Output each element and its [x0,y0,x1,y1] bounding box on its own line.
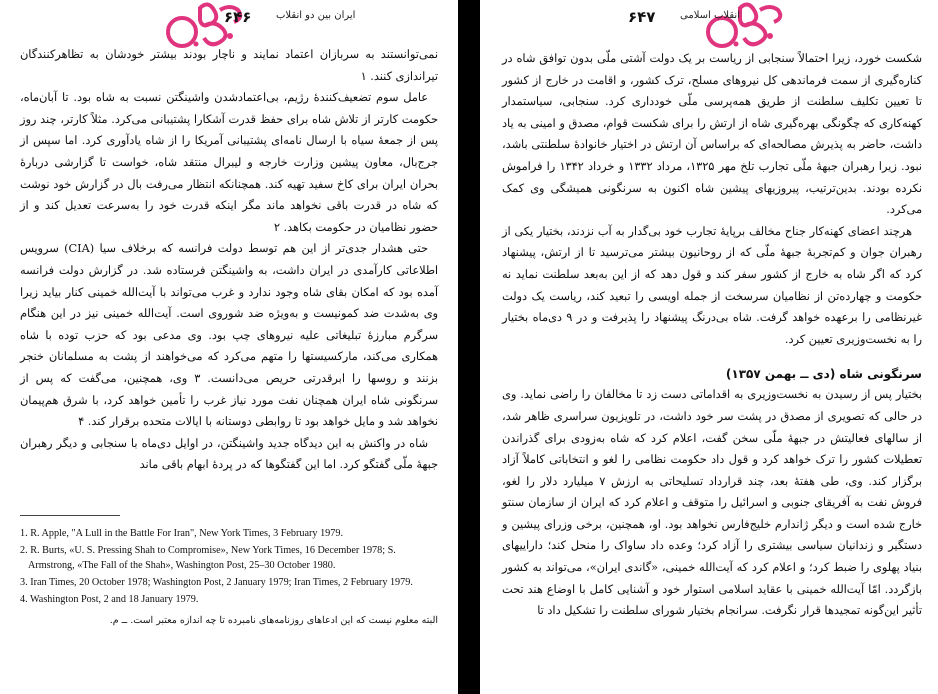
footnote: 3. Iran Times, 20 October 1978; Washington Post, 2 January 1979; Iran Times, 2 February 1979. [20,577,413,588]
paragraph: حتی هشدار جدی‌تر از این هم توسط دولت فرانسه که برخلاف سیا (CIA) سرویس اطلاعاتی کارآمدی در ایران داشت، به واشینگتن فرستاده شد. در گزارش دولت فرانسه آمده بود که امکان بقای شاه وجود ندارد و غرب می‌تواند با آیت‌الله خمینی کنار بیاید زیرا وی به‌شدت ضد کمونیست و به‌ویژه ضد شوروی است. آیت‌الله خمینی نیز در این هنگام سرگرم مبارزهٔ تبلیغاتی علیه نیروهای چپ بود. وی مدعی بود که حزب توده با شاه همکاری می‌کند، مارکسیستها را متهم می‌کرد که می‌خواهند از پشت به مسلمانان خنجر بزنند و روسها را ابرقدرتی حریص می‌دانست. ۳ وی، همچنین، می‌گفت که پس از سرنگونی شاه ایران همچنان نفت مورد نیاز غرب را تأمین خواهد کرد، با شرق هم‌پیمان نخواهد شد و مایل خواهد بود تا روابطی دوستانه با ایالات متحده برقرار کند. ۴ [20,242,438,429]
footnotes [20,515,438,628]
footnote-divider [20,515,120,516]
footnote: 1. R. Apple, "A Lull in the Battle For Iran", New York Times, 3 February 1979. [20,528,343,539]
footnote: 4. Washington Post, 2 and 18 January 1979. [20,594,199,605]
paragraph: عامل سوم تضعیف‌کنندهٔ رژیم، بی‌اعتمادشدن واشینگتن نسبت به شاه بود. تا آبان‌ماه، حکومت کارتر از تلاش شاه برای حفظ قدرت آشکارا پشتیبانی می‌کرد. مثلاً کارتر، چند روز پس از جمعهٔ سیاه با ارسال نامه‌ای پشتیبانی آمریکا را از شاه یادآوری کرد. اما سپس از جرج‌بال، معاون پیشین وزارت خارجه و لیبرال منتقد شاه، خواست تا گزارشی دربارهٔ بحران ایران برای کاخ سفید تهیه کند. همچنانکه انتظار می‌رفت بال در گزارش خود نوشت که شاه در قدرت باقی نخواهد ماند مگر اینکه قدرت خود را به‌سرعت تعدیل کند و از حضور نظامیان در حکومت بکاهد. ۲ [20,91,438,234]
pink-handwritten-logo-icon [700,0,786,50]
running-head: ایران بین دو انقلاب [276,10,356,21]
left-book-page [0,0,458,694]
translator-note: البته معلوم نیست که این ادعاهای روزنامه‌های نامبرده تا چه اندازه معتبر است. ــ م. [109,615,438,626]
right-body-text [502,48,922,622]
book-gutter [458,0,480,694]
page-number: ۶۴۷ [628,8,656,26]
paragraph: نمی‌توانستند به سربازان اعتماد نمایند و ناچار بودند بیشتر خودشان به تظاهرکنندگان تیراندازی کنند. ۱ [20,48,438,83]
paragraph: شاه در واکنش به این دیدگاه جدید واشینگتن، در اوایل دی‌ماه با سنجابی و دیگر رهبران جبههٔ ملّی گفتگو کرد. اما این گفتگوها که در پردهٔ ابهام باقی ماند [20,436,438,472]
paragraph: بختیار پس از رسیدن به نخست‌وزیری به اقداماتی دست زد تا مخالفان را راضی نماید. وی در حالی که تصویری از مصدق در پشت سر خود داشت، در تلویزیون سراسری ظاهر شد، از سالهای فعالیتش در جبههٔ ملّی سخن گفت، اعلام کرد که شاه به‌زودی برای گذراندن تعطیلات کشور را ترک خواهد کرد و قول داد حکومت نظامی را لغو و انتخاباتی کاملاً آزاد برگزار کند. وی، طی هفتهٔ بعد، چند قرارداد تسلیحاتی به ارزش ۷ میلیارد دلار را لغو، فروش نفت به آفریقای جنوبی و اسرائیل را متوقف و اعلام کرد که ایران از سازمان سنتو خارج شده است و دیگر ژاندارم خلیج‌فارس نخواهد بود. او، همچنین، برخی وزرای پیشین و دستگیر و زندانیان سیاسی بیشتری را آزاد کرد؛ وعده داد ساواک را منحل کند؛ داراییهای بنیاد پهلوی را ضبط کرد؛ و اعلام کرد که آیت‌الله خمینی، «گاندی ایران»، می‌تواند به کشور بازگردد. امّا آیت‌الله خمینی با عقاید اسلامی استوار خود و آشنایی کامل با اوضاع هند تحت تأثیر این‌گونه تمجیدها قرار نگرفت. سرانجام بختیار شورای سلطنت را تشکیل داد تا [502,388,922,618]
right-book-page [480,0,938,694]
paragraph: هرچند اعضای کهنه‌کار جناح مخالف برپایهٔ تجارب خود بی‌گدار به آب نزدند، بختیار یکی از رهبران جوان و کم‌تجربهٔ جبههٔ ملّی که از روحانیون بیشتر می‌ترسید تا از ارتش، پیشنهاد کرد که اگر شاه به خارج از کشور سفر کند و قول دهد که از این به‌بعد سلطنت نماید نه حکومت و چهارده‌تن از نظامیان سرسخت از جمله اویسی را تبعید کند، ریاست یک دولت غیرنظامی را برعهده خواهد گرفت. شاه بی‌درنگ پیشنهاد را پذیرفت و در ۹ دی‌ماه بختیار را به نخست‌وزیری تعیین کرد. [502,224,922,346]
footnote: 2. R. Burts, «U. S. Pressing Shah to Compromise», New York Times, 16 December 1978; S. Armstrong, «The Fall of the Shah», Washington Post, 25–30 October 1980. [20,545,396,571]
paragraph: شکست خورد، زیرا احتمالاً سنجابی از ریاست بر یک دولت آشتی ملّی بدون توافق شاه در کناره‌گیری از سمت فرماندهی کل نیروهای مسلح، ترک کشور، و اقامت در خارج از کشور تا تعیین تکلیف سلطنت از طریق همه‌پرسی ملّی خودداری کرد. سنجابی، سیاستمدار کهنه‌کاری که چگونگی بهره‌گیری شاه از ارتش را برای شکست قوام، مصدق و امینی به یاد داشت، حاضر به پذیرش مصالحه‌ای که براساس آن ارتش در اختیار خانوادهٔ سلطنتی باشد، نبود. زیرا رهبران جبههٔ ملّی تجارب تلخ مهر ۱۳۲۵، مرداد ۱۳۳۲ و خرداد ۱۳۴۲ را فراموش نکرده بودند. بدین‌ترتیب، پیروزیهای پیشین شاه اکنون به سرنگونی همیشگی وی کمک می‌کرد. [502,52,922,217]
page-number: ۶۴۶ [224,8,252,26]
section-heading: سرنگونی شاه (دی ــ بهمن ۱۳۵۷) [725,367,922,382]
running-head: انقلاب اسلامی [680,10,740,21]
left-body-text [20,44,438,476]
